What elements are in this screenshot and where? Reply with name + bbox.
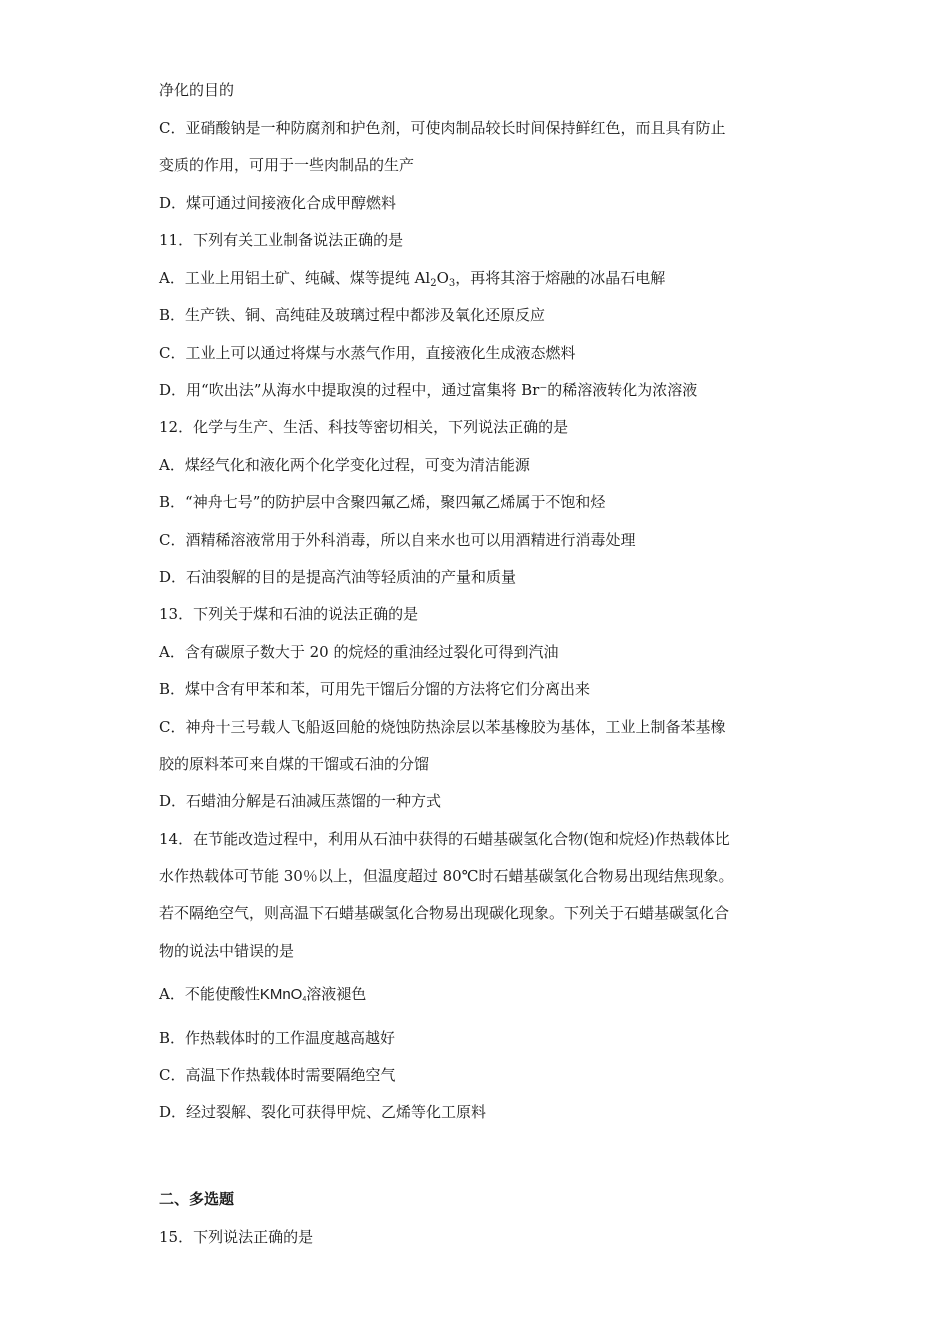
option-d-q10: D．煤可通过间接液化合成甲醇燃料 — [159, 194, 397, 212]
section-heading-multi-choice: 二、多选题 — [159, 1190, 235, 1208]
option-d-q14: D．经过裂解、裂化可获得甲烷、乙烯等化工原料 — [159, 1103, 487, 1121]
option-d-q12: D．石油裂解的目的是提高汽油等轻质油的产量和质量 — [159, 568, 517, 586]
question-12: 12．化学与生产、生活、科技等密切相关，下列说法正确的是 — [159, 418, 569, 436]
option-b-q13: B．煤中含有甲苯和苯，可用先干馏后分馏的方法将它们分离出来 — [159, 680, 591, 698]
option-c-q12: C．酒精稀溶液常用于外科消毒，所以自来水也可以用酒精进行消毒处理 — [159, 531, 636, 549]
option-b-q11: B．生产铁、铜、高纯硅及玻璃过程中都涉及氧化还原反应 — [159, 306, 546, 324]
question-14: 14．在节能改造过程中，利用从石油中获得的石蜡基碳氢化合物(饱和烷烃)作热载体比 — [159, 830, 730, 848]
option-b-q14: B．作热载体时的工作温度越高越好 — [159, 1029, 396, 1047]
text-line: 胶的原料苯可来自煤的干馏或石油的分馏 — [159, 755, 430, 773]
option-a-q14: A．不能使酸性KMnO$_4$溶液褪色 — [159, 985, 367, 1003]
option-d-q11: D．用“吹出法”从海水中提取溴的过程中，通过富集将 Br⁻的稀溶液转化为浓溶液 — [159, 381, 698, 399]
option-c-q14: C．高温下作热载体时需要隔绝空气 — [159, 1066, 396, 1084]
option-b-q12: B．“神舟七号”的防护层中含聚四氟乙烯，聚四氟乙烯属于不饱和烃 — [159, 493, 606, 511]
option-a-q12: A．煤经气化和液化两个化学变化过程，可变为清洁能源 — [159, 456, 530, 474]
kmno4-formula: KMnO$_4$ — [259, 986, 307, 1003]
text-line: 净化的目的 — [159, 81, 235, 99]
option-c-q11: C．工业上可以通过将煤与水蒸气作用，直接液化生成液态燃料 — [159, 344, 576, 362]
text-line: 水作热载体可节能 30％以上，但温度超过 80℃时石蜡基碳氢化合物易出现结焦现象。 — [159, 867, 734, 885]
option-a-q13: A．含有碳原子数大于 20 的烷烃的重油经过裂化可得到汽油 — [159, 643, 559, 661]
option-d-q13: D．石蜡油分解是石油减压蒸馏的一种方式 — [159, 792, 442, 810]
option-a-q11: A．工业上用铝土矿、纯碱、煤等提纯 $Al_2O_3$，再将其溶于熔融的冰晶石电解 — [159, 269, 666, 289]
question-15: 15．下列说法正确的是 — [159, 1228, 314, 1246]
text-line: 若不隔绝空气，则高温下石蜡基碳氢化合物易出现碳化现象。下列关于石蜡基碳氢化合 — [159, 904, 730, 922]
text-line: 变质的作用，可用于一些肉制品的生产 — [159, 156, 415, 174]
question-11: 11．下列有关工业制备说法正确的是 — [159, 231, 404, 249]
option-c-q13: C．神舟十三号载人飞船返回舱的烧蚀防热涂层以苯基橡胶为基体，工业上制备苯基橡 — [159, 718, 726, 736]
text-line: 物的说法中错误的是 — [159, 942, 295, 960]
question-13: 13．下列关于煤和石油的说法正确的是 — [159, 605, 419, 623]
option-c-q10: C．亚硝酸钠是一种防腐剂和护色剂，可使肉制品较长时间保持鲜红色，而且具有防止 — [159, 119, 726, 137]
